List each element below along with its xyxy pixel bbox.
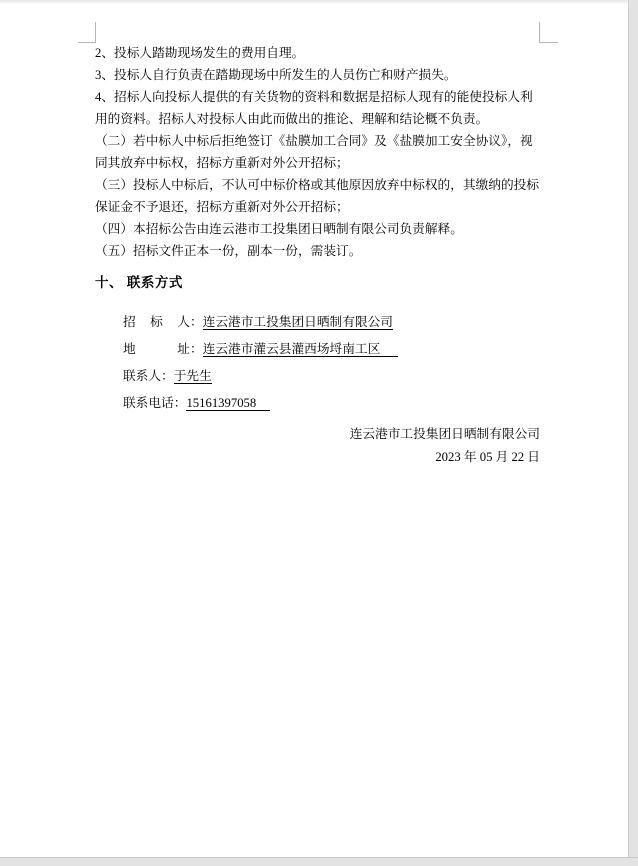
contact-row-address [123,336,398,363]
body-text-line: （五）招标文件正本一份，副本一份，需装订。 [95,244,362,258]
page-bottom-edge [0,857,638,866]
section-heading-contact: 十、 联系方式 [95,275,183,290]
body-text-line: 用的资料。招标人对投标人由此而做出的推论、理解和结论概不负责。 [95,112,489,126]
contact-block [123,309,398,417]
body-text-line: （四）本招标公告由连云港市工投集团日晒制有限公司负责解释。 [95,222,463,236]
margin-corner-mark-top-left [95,22,96,43]
contact-value: 连云港市工投集团日晒制有限公司 [202,315,393,329]
signature-company: 连云港市工投集团日晒制有限公司 [349,427,540,441]
contact-value: 连云港市灌云县灌西场埒南工区 [203,342,399,357]
contact-colon: ： [173,396,187,410]
contact-value: 15161397058 [186,396,270,411]
signature-block [95,423,540,469]
body-text-line: 保证金不予退还，招标方重新对外公开招标； [95,200,349,214]
contact-colon: ： [161,369,174,383]
contact-label: 地址 [123,342,190,356]
contact-row-person [123,363,398,390]
scrollbar-track[interactable] [628,0,638,866]
contact-value: 于先生 [173,369,212,383]
margin-corner-mark-top-left [78,42,96,43]
body-text-line: 4、招标人向投标人提供的有关货物的资料和数据是招标人现有的能使投标人利 [95,90,533,104]
signature-date: 2023 年 05 月 22 日 [435,450,540,464]
contact-colon: ： [190,315,203,329]
body-text-line: 同其放弃中标权，招标方重新对外公开招标； [95,156,349,170]
body-text-line: （二）若中标人中标后拒绝签订《盐膜加工合同》及《盐膜加工安全协议》，视 [95,134,533,148]
contact-row-phone [123,390,398,417]
body-text-line: （三）投标人中标后，不认可中标价格或其他原因放弃中标权的，其缴纳的投标 [95,178,540,192]
contact-label: 招标人 [123,315,190,329]
contact-label: 联系人 [123,369,162,383]
document-body [95,42,557,262]
body-text-line: 2、投标人踏勘现场发生的费用自理。 [95,46,305,60]
contact-label: 联系电话 [123,396,174,410]
margin-corner-mark-top-right [539,22,540,43]
contact-row-tenderer [123,309,398,336]
page-top-edge-shadow [0,0,638,5]
body-text-line: 3、投标人自行负责在踏勘现场中所发生的人员伤亡和财产损失。 [95,68,457,82]
contact-colon: ： [190,342,203,356]
